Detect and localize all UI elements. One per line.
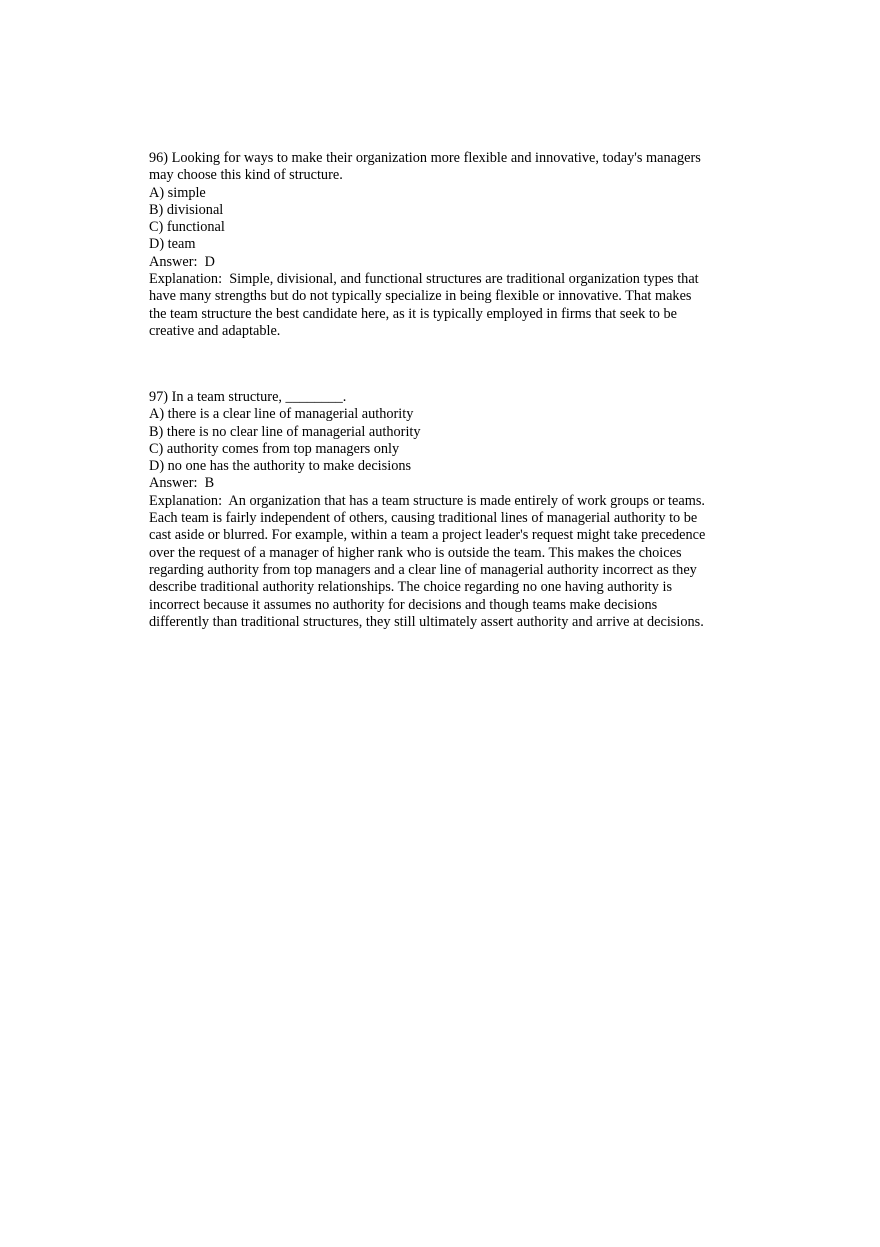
answer-option-a: A) there is a clear line of managerial authority — [149, 406, 414, 423]
explanation-line: regarding authority from top managers and a clear line of managerial authority incorrect as they — [149, 561, 697, 578]
correct-answer: Answer: B — [149, 475, 215, 492]
explanation-line: have many strengths but do not typically specialize in being flexible or innovative. That makes — [149, 288, 692, 305]
answer-option-c: C) functional — [149, 219, 225, 236]
question-prompt-line: 97) In a team structure, ________. — [149, 389, 347, 405]
answer-option-c: C) authority comes from top managers only — [149, 440, 400, 457]
explanation-line: Explanation: An organization that has a team structure is made entirely of work groups or teams. — [149, 492, 705, 509]
question-97 — [149, 389, 739, 631]
explanation-line: differently than traditional structures, they still ultimately assert authority and arrive at decisions. — [149, 613, 704, 630]
question-prompt-line: may choose this kind of structure. — [149, 167, 343, 184]
answer-option-b: B) divisional — [149, 201, 224, 218]
question-prompt-line: 96) Looking for ways to make their organization more flexible and innovative, today's managers — [149, 150, 701, 166]
answer-option-b: B) there is no clear line of managerial authority — [149, 423, 421, 440]
explanation-line: cast aside or blurred. For example, within a team a project leader's request might take precedence — [149, 527, 706, 544]
explanation-line: over the request of a manager of higher rank who is outside the team. This makes the choices — [149, 544, 682, 561]
answer-option-d: D) no one has the authority to make decisions — [149, 458, 412, 475]
answer-option-d: D) team — [149, 236, 196, 253]
explanation-line: the team structure the best candidate here, as it is typically employed in firms that seek to be — [149, 305, 678, 322]
explanation-line: describe traditional authority relationships. The choice regarding no one having authority is — [149, 579, 673, 596]
correct-answer: Answer: D — [149, 253, 215, 270]
explanation-line: Explanation: Simple, divisional, and functional structures are traditional organization types that — [149, 271, 699, 288]
explanation-line: creative and adaptable. — [149, 322, 281, 339]
question-96 — [149, 150, 739, 340]
explanation-line: incorrect because it assumes no authority for decisions and though teams make decisions — [149, 596, 658, 613]
explanation-line: Each team is fairly independent of others, causing traditional lines of managerial authority to be — [149, 510, 698, 527]
answer-option-a: A) simple — [149, 184, 206, 201]
